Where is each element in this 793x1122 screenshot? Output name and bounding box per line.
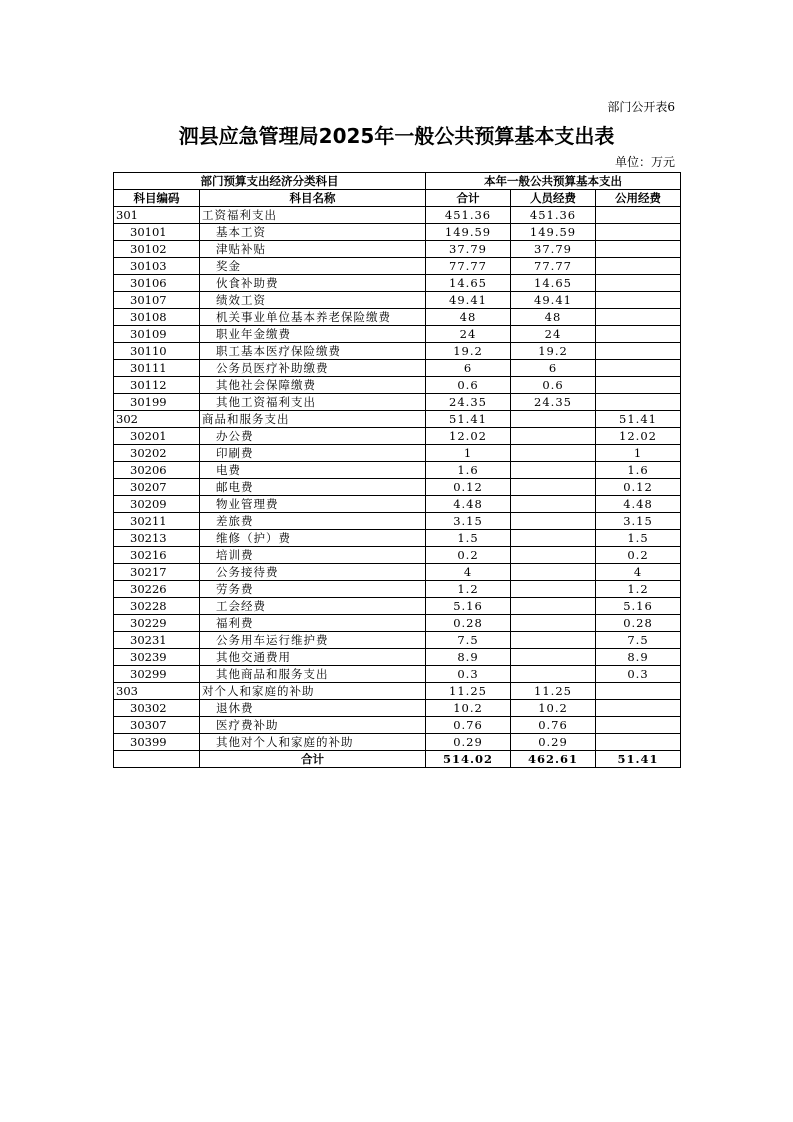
row-name: 职业年金缴费	[200, 326, 426, 343]
row-total: 451.36	[426, 207, 511, 224]
row-name: 绩效工资	[200, 292, 426, 309]
row-code: 30209	[114, 496, 200, 513]
row-name: 电费	[200, 462, 426, 479]
row-name: 邮电费	[200, 479, 426, 496]
row-name: 津贴补贴	[200, 241, 426, 258]
row-total: 7.5	[426, 632, 511, 649]
row-code: 30103	[114, 258, 200, 275]
table-row	[114, 445, 681, 462]
row-name: 基本工资	[200, 224, 426, 241]
row-code: 30111	[114, 360, 200, 377]
row-total: 0.3	[426, 666, 511, 683]
row-name: 劳务费	[200, 581, 426, 598]
row-public: 0.2	[596, 547, 681, 564]
table-row	[114, 632, 681, 649]
table-row	[114, 343, 681, 360]
table-row	[114, 241, 681, 258]
row-public: 1.5	[596, 530, 681, 547]
row-public: 4	[596, 564, 681, 581]
row-public: 1	[596, 445, 681, 462]
row-code: 30106	[114, 275, 200, 292]
row-total: 0.12	[426, 479, 511, 496]
row-total: 14.65	[426, 275, 511, 292]
row-name: 医疗费补助	[200, 717, 426, 734]
row-public: 8.9	[596, 649, 681, 666]
row-code: 30199	[114, 394, 200, 411]
row-total: 12.02	[426, 428, 511, 445]
row-name: 维修（护）费	[200, 530, 426, 547]
row-code: 30110	[114, 343, 200, 360]
row-code: 30299	[114, 666, 200, 683]
row-personnel: 0.29	[511, 734, 596, 751]
row-total: 10.2	[426, 700, 511, 717]
table-row	[114, 683, 681, 700]
row-personnel	[511, 632, 596, 649]
budget-table	[113, 172, 681, 768]
row-total: 3.15	[426, 513, 511, 530]
row-code: 30213	[114, 530, 200, 547]
row-personnel	[511, 496, 596, 513]
row-public: 1.2	[596, 581, 681, 598]
row-code: 30207	[114, 479, 200, 496]
table-row	[114, 649, 681, 666]
row-code: 30302	[114, 700, 200, 717]
table-row	[114, 717, 681, 734]
row-code: 302	[114, 411, 200, 428]
row-total: 1.6	[426, 462, 511, 479]
row-name: 伙食补助费	[200, 275, 426, 292]
row-personnel: 49.41	[511, 292, 596, 309]
row-personnel	[511, 530, 596, 547]
row-total: 49.41	[426, 292, 511, 309]
row-public	[596, 275, 681, 292]
table-row	[114, 224, 681, 241]
table-row	[114, 666, 681, 683]
row-code: 30108	[114, 309, 200, 326]
row-personnel	[511, 666, 596, 683]
row-public: 3.15	[596, 513, 681, 530]
row-total: 51.41	[426, 411, 511, 428]
row-public: 1.6	[596, 462, 681, 479]
row-code: 30202	[114, 445, 200, 462]
row-total: 24.35	[426, 394, 511, 411]
row-code: 30216	[114, 547, 200, 564]
table-row	[114, 564, 681, 581]
row-name: 公务接待费	[200, 564, 426, 581]
row-personnel	[511, 649, 596, 666]
row-personnel: 149.59	[511, 224, 596, 241]
row-personnel: 10.2	[511, 700, 596, 717]
row-public	[596, 241, 681, 258]
row-total: 11.25	[426, 683, 511, 700]
row-total: 0.2	[426, 547, 511, 564]
row-personnel	[511, 428, 596, 445]
header-personnel: 人员经费	[511, 190, 596, 207]
row-public	[596, 207, 681, 224]
row-personnel: 0.6	[511, 377, 596, 394]
row-name: 印刷费	[200, 445, 426, 462]
row-total: 1.5	[426, 530, 511, 547]
row-name: 培训费	[200, 547, 426, 564]
row-public	[596, 734, 681, 751]
row-total: 0.28	[426, 615, 511, 632]
table-row	[114, 258, 681, 275]
row-name: 机关事业单位基本养老保险缴费	[200, 309, 426, 326]
row-public: 5.16	[596, 598, 681, 615]
row-public: 51.41	[596, 411, 681, 428]
row-code: 30226	[114, 581, 200, 598]
row-personnel: 0.76	[511, 717, 596, 734]
row-code: 30201	[114, 428, 200, 445]
row-personnel: 24	[511, 326, 596, 343]
row-personnel: 19.2	[511, 343, 596, 360]
row-name: 差旅费	[200, 513, 426, 530]
row-public: 7.5	[596, 632, 681, 649]
row-total: 8.9	[426, 649, 511, 666]
row-personnel	[511, 411, 596, 428]
row-public: 4.48	[596, 496, 681, 513]
table-row	[114, 547, 681, 564]
table-body	[114, 207, 681, 751]
row-public	[596, 258, 681, 275]
table-row	[114, 581, 681, 598]
row-personnel	[511, 547, 596, 564]
header-public: 公用经费	[596, 190, 681, 207]
row-personnel	[511, 462, 596, 479]
row-name: 其他对个人和家庭的补助	[200, 734, 426, 751]
row-name: 公务用车运行维护费	[200, 632, 426, 649]
row-personnel	[511, 598, 596, 615]
row-code: 30211	[114, 513, 200, 530]
table-row	[114, 394, 681, 411]
row-personnel: 11.25	[511, 683, 596, 700]
row-name: 工会经费	[200, 598, 426, 615]
table-row	[114, 700, 681, 717]
row-total: 5.16	[426, 598, 511, 615]
row-code: 30239	[114, 649, 200, 666]
row-name: 公务员医疗补助缴费	[200, 360, 426, 377]
row-public	[596, 224, 681, 241]
row-total: 48	[426, 309, 511, 326]
row-code: 30102	[114, 241, 200, 258]
row-total: 1.2	[426, 581, 511, 598]
total-row-empty-cell	[114, 751, 200, 768]
row-code: 30217	[114, 564, 200, 581]
row-name: 其他商品和服务支出	[200, 666, 426, 683]
row-total: 4	[426, 564, 511, 581]
row-personnel	[511, 513, 596, 530]
row-name: 物业管理费	[200, 496, 426, 513]
total-row-label: 合计	[200, 751, 426, 768]
row-public: 12.02	[596, 428, 681, 445]
row-code: 30206	[114, 462, 200, 479]
row-total: 0.29	[426, 734, 511, 751]
row-name: 退休费	[200, 700, 426, 717]
row-personnel: 14.65	[511, 275, 596, 292]
row-name: 其他工资福利支出	[200, 394, 426, 411]
row-code: 30229	[114, 615, 200, 632]
table-row	[114, 615, 681, 632]
unit-label: 单位：万元	[614, 155, 675, 169]
row-name: 对个人和家庭的补助	[200, 683, 426, 700]
row-total: 0.6	[426, 377, 511, 394]
row-code: 30109	[114, 326, 200, 343]
header-group-left: 部门预算支出经济分类科目	[114, 173, 426, 190]
row-personnel	[511, 581, 596, 598]
row-public: 0.12	[596, 479, 681, 496]
row-personnel: 37.79	[511, 241, 596, 258]
row-public	[596, 326, 681, 343]
table-row	[114, 377, 681, 394]
header-total: 合计	[426, 190, 511, 207]
row-public: 0.3	[596, 666, 681, 683]
table-row	[114, 326, 681, 343]
row-total: 6	[426, 360, 511, 377]
row-code: 303	[114, 683, 200, 700]
table-row	[114, 530, 681, 547]
row-total: 4.48	[426, 496, 511, 513]
document-number-label: 部门公开表6	[607, 100, 675, 114]
table-row	[114, 360, 681, 377]
row-public	[596, 377, 681, 394]
total-row-total: 514.02	[426, 751, 511, 768]
total-row	[114, 751, 681, 768]
row-code: 30399	[114, 734, 200, 751]
table-row	[114, 734, 681, 751]
row-name: 福利费	[200, 615, 426, 632]
row-total: 149.59	[426, 224, 511, 241]
row-total: 77.77	[426, 258, 511, 275]
row-public	[596, 360, 681, 377]
table-row	[114, 428, 681, 445]
row-name: 办公费	[200, 428, 426, 445]
total-row-personnel: 462.61	[511, 751, 596, 768]
table-row	[114, 462, 681, 479]
row-personnel	[511, 479, 596, 496]
row-public	[596, 343, 681, 360]
row-public: 0.28	[596, 615, 681, 632]
table-row	[114, 598, 681, 615]
row-total: 0.76	[426, 717, 511, 734]
row-personnel	[511, 445, 596, 462]
row-personnel: 451.36	[511, 207, 596, 224]
row-public	[596, 292, 681, 309]
row-total: 24	[426, 326, 511, 343]
table-row	[114, 275, 681, 292]
row-name: 商品和服务支出	[200, 411, 426, 428]
row-name: 工资福利支出	[200, 207, 426, 224]
row-public	[596, 394, 681, 411]
row-personnel	[511, 615, 596, 632]
table-row	[114, 411, 681, 428]
row-public	[596, 700, 681, 717]
page-title: 泗县应急管理局2025年一般公共预算基本支出表	[178, 124, 615, 148]
row-code: 30107	[114, 292, 200, 309]
row-name: 奖金	[200, 258, 426, 275]
table-row	[114, 292, 681, 309]
row-public	[596, 683, 681, 700]
row-name: 其他交通费用	[200, 649, 426, 666]
total-row-public: 51.41	[596, 751, 681, 768]
row-personnel	[511, 564, 596, 581]
row-code: 30231	[114, 632, 200, 649]
row-total: 1	[426, 445, 511, 462]
row-public	[596, 309, 681, 326]
row-code: 30101	[114, 224, 200, 241]
row-public	[596, 717, 681, 734]
table-row	[114, 496, 681, 513]
header-code: 科目编码	[114, 190, 200, 207]
table-row	[114, 309, 681, 326]
row-code: 30307	[114, 717, 200, 734]
header-name: 科目名称	[200, 190, 426, 207]
row-personnel: 24.35	[511, 394, 596, 411]
table-row	[114, 479, 681, 496]
row-code: 30228	[114, 598, 200, 615]
row-personnel: 6	[511, 360, 596, 377]
row-personnel: 77.77	[511, 258, 596, 275]
row-code: 30112	[114, 377, 200, 394]
row-total: 37.79	[426, 241, 511, 258]
table-row	[114, 207, 681, 224]
row-personnel: 48	[511, 309, 596, 326]
row-total: 19.2	[426, 343, 511, 360]
row-name: 其他社会保障缴费	[200, 377, 426, 394]
row-code: 301	[114, 207, 200, 224]
row-name: 职工基本医疗保险缴费	[200, 343, 426, 360]
table-row	[114, 513, 681, 530]
header-group-right: 本年一般公共预算基本支出	[426, 173, 681, 190]
